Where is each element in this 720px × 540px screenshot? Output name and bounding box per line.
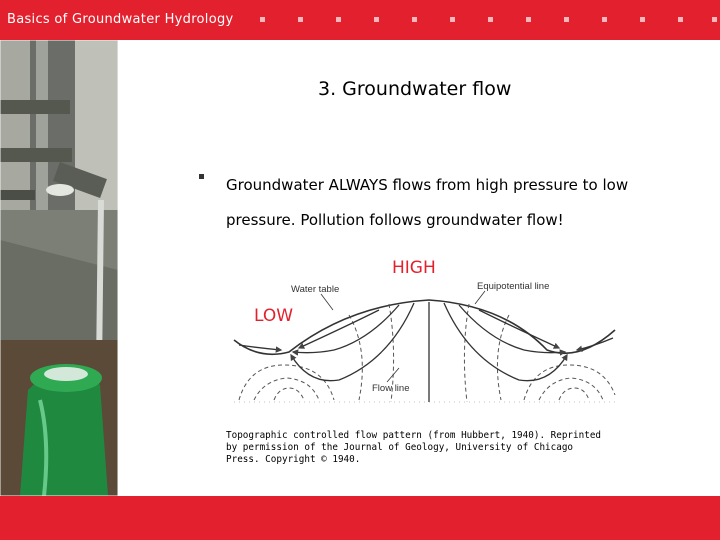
header-dot [260,17,265,22]
header-dot [526,17,531,22]
header-title: Basics of Groundwater Hydrology [7,12,234,27]
equipotential-leader [475,291,485,304]
header-dot [602,17,607,22]
header-dot [412,17,417,22]
water-table-leader [321,294,333,310]
slide-title: 3. Groundwater flow [318,78,512,100]
header-dot [712,17,717,22]
high-pressure-label: HIGH [392,258,436,278]
figure-caption: Topographic controlled flow pattern (from Hubbert, 1940). Reprinted by permission of the Journal of Geology, University of Chicago Press. Copyright © 1940. [226,430,602,465]
header-dot [298,17,303,22]
header-dot [488,17,493,22]
bullet-marker [199,174,204,179]
header-dot [640,17,645,22]
flow-line-label: Flow line [372,383,410,394]
low-pressure-label: LOW [254,306,294,326]
groundwater-flow-diagram [229,270,617,404]
footer-bar [0,496,720,540]
header-dot [336,17,341,22]
header-bar [0,0,720,40]
hand-pump-photo [0,40,118,496]
equipotential-label: Equipotential line [477,281,550,292]
header-dot [678,17,683,22]
header-dot [564,17,569,22]
bullet-text: Groundwater ALWAYS flows from high pressure to low pressure. Pollution follows groundwater flow! [226,176,629,229]
header-dot [374,17,379,22]
water-table-label: Water table [291,284,340,295]
header-dot [450,17,455,22]
